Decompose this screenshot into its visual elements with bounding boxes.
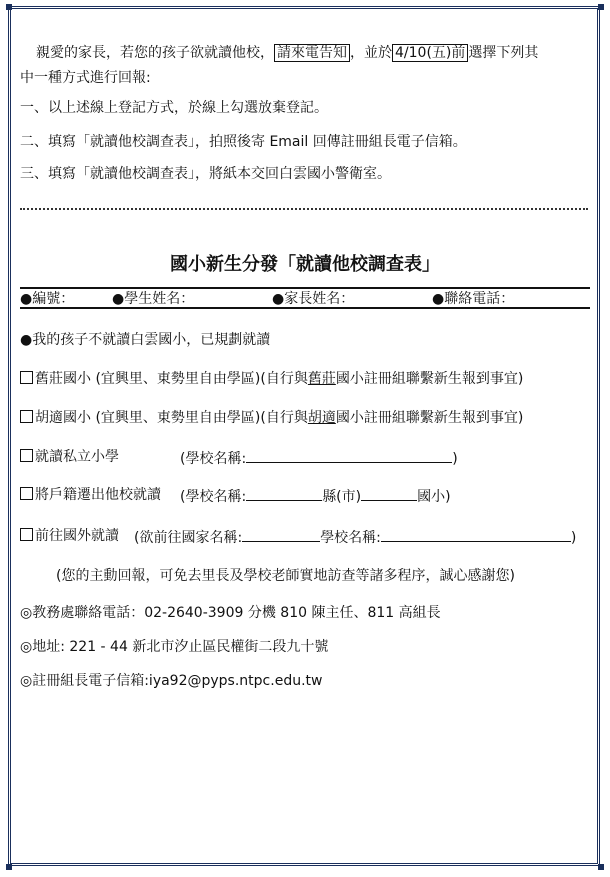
border-corner <box>598 864 604 870</box>
field-label: 國小) <box>417 489 451 505</box>
phone-field[interactable]: ●聯絡電話： <box>432 291 515 307</box>
method-2: 二、填寫「就讀他校調查表」，拍照後寄 Email 回傳註冊組長電子信箱。 <box>20 134 467 150</box>
private-school-field <box>180 448 458 468</box>
option-text: 舊莊 <box>307 371 336 387</box>
intro-text: 選擇下列其 <box>468 45 539 61</box>
intro-line-2: 中一種方式進行回報: <box>20 70 151 86</box>
border-corner <box>6 864 12 870</box>
contact-phone: ◎教務處聯絡電話：02-2640-3909 分機 810 陳主任、811 高組長 <box>20 605 441 621</box>
field-label: 縣(市) <box>322 489 362 505</box>
option-text: 國小註冊組聯繫新生報到事宜) <box>335 410 524 426</box>
checkbox-abroad[interactable] <box>20 528 33 541</box>
option-text: 舊莊國小 (宜興里、東勢里自由學區)(自行與 <box>35 371 308 387</box>
private-school-input[interactable] <box>246 448 452 463</box>
transfer-school-field <box>180 486 451 506</box>
checkbox-private[interactable] <box>20 449 33 462</box>
country-input[interactable] <box>242 527 320 542</box>
checkbox-jiuzhuang[interactable] <box>20 371 33 384</box>
contact-email: ◎註冊組長電子信箱:iya92@pyps.ntpc.edu.tw <box>20 673 323 689</box>
checkbox-huzhi[interactable] <box>20 410 33 423</box>
info-bar <box>20 287 590 309</box>
method-3: 三、填寫「就讀他校調查表」，將紙本交回白雲國小警衛室。 <box>20 166 391 182</box>
deadline-box: 4/10(五)前 <box>392 44 468 62</box>
option-private <box>20 448 119 466</box>
border-corner <box>6 4 12 10</box>
transfer-county-input[interactable] <box>246 486 322 501</box>
option-huzhi <box>20 409 523 427</box>
field-label: 學校名稱: <box>320 530 381 546</box>
option-transfer <box>20 486 161 504</box>
method-1: 一、以上述線上登記方式，於線上勾選放棄登記。 <box>20 100 328 116</box>
intro-text: ，並於 <box>350 45 392 61</box>
option-abroad <box>20 527 119 545</box>
field-label: (欲前往國家名稱: <box>134 530 243 546</box>
thanks-note: (您的主動回報，可免去里長及學校老師實地訪查等諸多程序，誠心感謝您) <box>56 568 515 584</box>
number-field[interactable]: ●編號： <box>20 291 75 307</box>
field-label: (學校名稱: <box>180 451 247 467</box>
student-name-field[interactable]: ●學生姓名： <box>112 291 195 307</box>
contact-address: ◎地址: 221 - 44 新北市汐止區民權街二段九十號 <box>20 639 329 655</box>
statement: ●我的孩子不就讀白雲國小，已規劃就讀 <box>20 332 271 348</box>
option-text: 就讀私立小學 <box>35 449 119 465</box>
option-text: 國小註冊組聯繫新生報到事宜) <box>335 371 524 387</box>
checkbox-transfer[interactable] <box>20 487 33 500</box>
option-text: 胡適 <box>307 410 336 426</box>
border-corner <box>598 4 604 10</box>
intro-text: 親愛的家長，若您的孩子欲就讀他校， <box>36 45 274 61</box>
cut-line <box>20 208 588 210</box>
option-jiuzhuang <box>20 370 523 388</box>
field-label: ) <box>570 530 577 546</box>
form-title: 國小新生分發「就讀他校調查表」 <box>170 254 440 275</box>
field-label: ) <box>452 451 458 467</box>
option-text: 胡適國小 (宜興里、東勢里自由學區)(自行與 <box>35 410 308 426</box>
abroad-school-input[interactable] <box>381 527 571 542</box>
option-text: 前往國外就讀 <box>35 528 119 544</box>
field-label: (學校名稱: <box>180 489 247 505</box>
abroad-field <box>134 527 576 547</box>
parent-name-field[interactable]: ●家長姓名： <box>272 291 355 307</box>
option-text: 將戶籍遷出他校就讀 <box>35 487 161 503</box>
call-notice-box: 請來電告知 <box>274 44 350 62</box>
transfer-school-input[interactable] <box>361 486 417 501</box>
intro-line-1 <box>36 44 538 62</box>
